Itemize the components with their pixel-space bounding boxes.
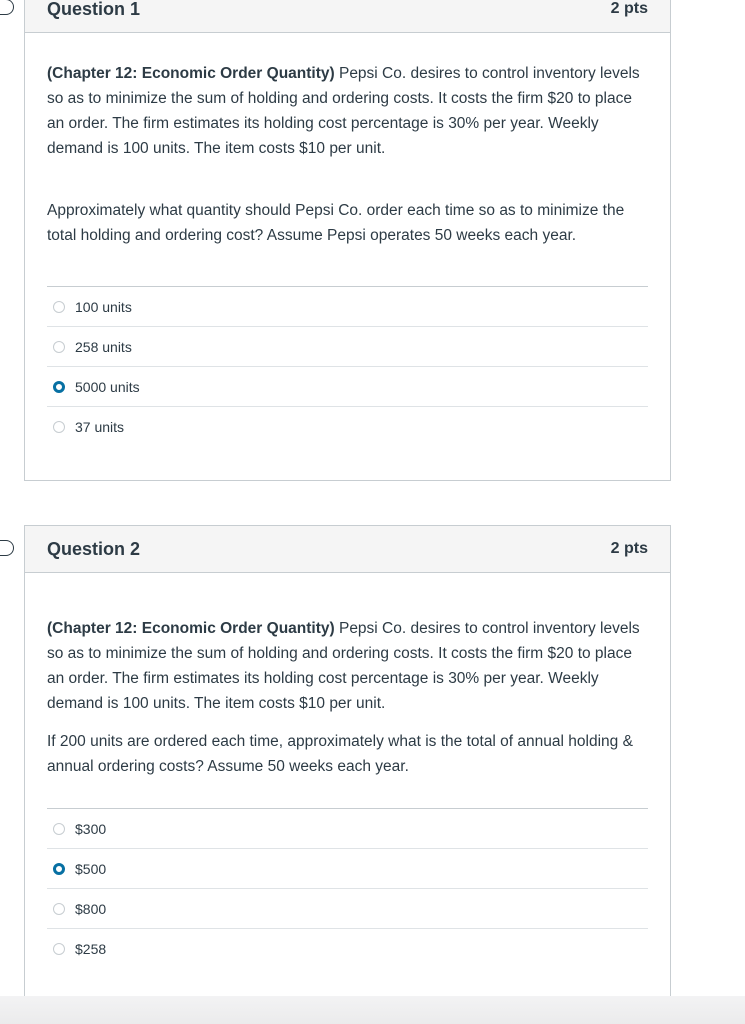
question-1-flag-marker[interactable] bbox=[0, 0, 14, 15]
question-1-header bbox=[25, 0, 670, 33]
question-2-title: Question 2 bbox=[47, 538, 141, 559]
question-1-answer-list bbox=[47, 286, 648, 446]
question-2-scenario bbox=[47, 616, 648, 716]
question-1-title: Question 1 bbox=[47, 0, 141, 19]
question-2-topic: (Chapter 12: Economic Order Quantity) bbox=[47, 620, 335, 637]
question-2-points: 2 pts bbox=[610, 540, 648, 557]
question-2-flag-marker[interactable] bbox=[0, 540, 14, 556]
radio-button[interactable] bbox=[53, 903, 65, 915]
question-2-card bbox=[24, 525, 671, 997]
answer-label[interactable]: $300 bbox=[75, 820, 107, 837]
answer-label[interactable]: 37 units bbox=[75, 418, 125, 435]
question-1-topic: (Chapter 12: Economic Order Quantity) bbox=[47, 65, 335, 82]
radio-button-selected[interactable] bbox=[53, 381, 65, 393]
answer-option-selected[interactable] bbox=[47, 367, 648, 407]
question-1-card bbox=[24, 0, 671, 481]
answer-option[interactable] bbox=[47, 327, 648, 367]
answer-option[interactable] bbox=[47, 809, 648, 849]
question-2-prompt: If 200 units are ordered each time, approximately what is the total of annual holding & annual ordering costs? Assume 50 weeks each year. bbox=[47, 733, 633, 775]
radio-button-selected[interactable] bbox=[53, 863, 65, 875]
radio-button[interactable] bbox=[53, 943, 65, 955]
answer-option[interactable] bbox=[47, 929, 648, 968]
answer-option[interactable] bbox=[47, 287, 648, 327]
question-1-points: 2 pts bbox=[610, 0, 648, 17]
answer-label[interactable]: $800 bbox=[75, 900, 107, 917]
answer-option[interactable] bbox=[47, 889, 648, 929]
radio-button[interactable] bbox=[53, 301, 65, 313]
question-1-prompt: Approximately what quantity should Pepsi Co. order each time so as to minimize the total holding and ordering cost? Assume Pepsi operates 50 weeks each year. bbox=[47, 202, 625, 244]
question-1-scenario-text: Pepsi Co. desires to control inventory levels so as to minimize the sum of holding and ordering costs. It costs the firm $20 to place an order. The firm estimates its holding cost percentage is 30% per year. Weekly demand is 100 units. The item costs $10 per unit. bbox=[47, 65, 640, 157]
radio-button[interactable] bbox=[53, 341, 65, 353]
answer-label[interactable]: $258 bbox=[75, 940, 107, 957]
answer-label[interactable]: 5000 units bbox=[75, 378, 140, 395]
question-2-scenario-text: Pepsi Co. desires to control inventory levels so as to minimize the sum of holding and ordering costs. It costs the firm $20 to place an order. The firm estimates its holding cost percentage is 30% per year. Weekly demand is 100 units. The item costs $10 per unit. bbox=[47, 620, 640, 712]
answer-label[interactable]: $500 bbox=[75, 860, 107, 877]
answer-option[interactable] bbox=[47, 407, 648, 446]
bottom-scroll-area bbox=[0, 996, 745, 1024]
question-1-scenario bbox=[47, 61, 648, 161]
answer-label[interactable]: 258 units bbox=[75, 338, 132, 355]
answer-label[interactable]: 100 units bbox=[75, 298, 132, 315]
question-2-header bbox=[25, 526, 670, 573]
question-2-answer-list bbox=[47, 808, 648, 968]
radio-button[interactable] bbox=[53, 823, 65, 835]
answer-option-selected[interactable] bbox=[47, 849, 648, 889]
radio-button[interactable] bbox=[53, 421, 65, 433]
